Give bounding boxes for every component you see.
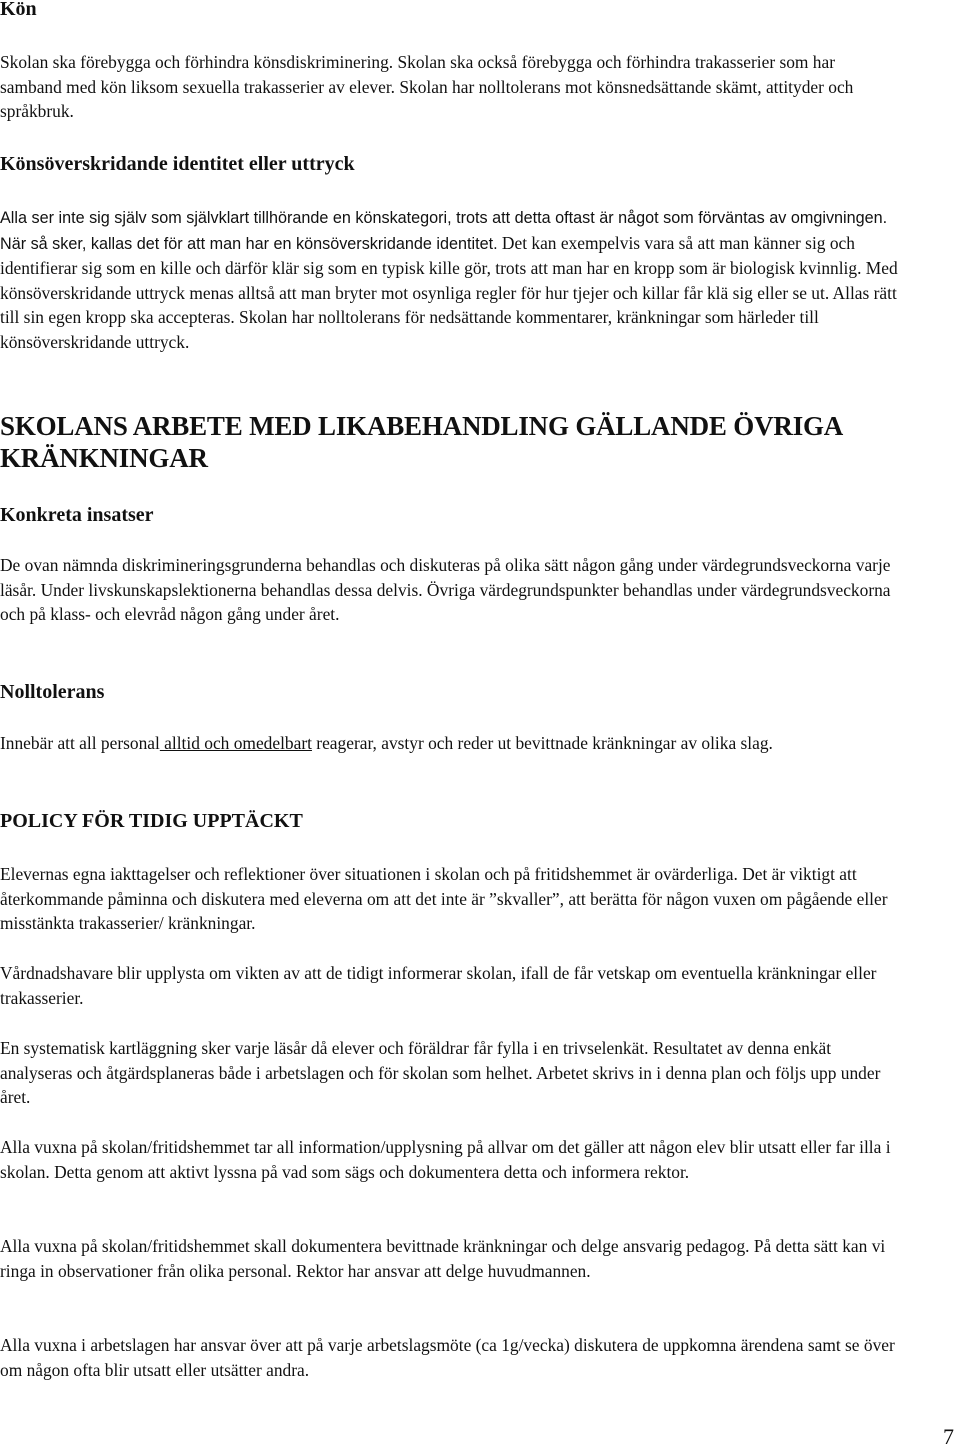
- heading-nolltolerans: Nolltolerans: [0, 681, 105, 703]
- heading-skolans-arbete-line2: KRÄNKNINGAR: [0, 443, 208, 473]
- heading-skolans-arbete-line1: SKOLANS ARBETE MED LIKABEHANDLING GÄLLANDE ÖVRIGA: [0, 411, 844, 441]
- paragraph-policy-3: En systematisk kartläggning sker varje läsår då elever och föräldrar får fylla i en trivselenkät. Resultatet av denna enkät analyseras och åtgärdsplaneras både i arbetslagen och för skolan som helhet. Arbetet skrivs in i denna plan och följs upp under året.: [0, 1038, 881, 1108]
- heading-konsoverskridande: Könsöverskridande identitet eller uttryck: [0, 153, 355, 175]
- paragraph-konkreta-insatser: De ovan nämnda diskrimineringsgrunderna behandlas och diskuteras på olika sätt någon gång under värdegrundsveckorna varje läsår. Under livskunskapslektionerna behandlas dessa delvis. Övriga värdegrundspunkter behandlas under värdegrundsveckorna och på klass- och elevråd någon gång under året.: [0, 555, 891, 625]
- heading-konkreta-insatser: Konkreta insatser: [0, 504, 154, 526]
- paragraph-konsoverskridande-part2: Det kan exempelvis vara så att man känner sig och identifierar sig som en kille och därför klär sig som en typisk kille gör, trots att man har en kropp som är biologisk kvinnlig. Med könsöverskridande uttryck menas alltså att man bryter mot osynliga regler för hur tjejer och killar får klä sig eller se ut. Allas rätt till sin egen kropp ska accepteras. Skolan har nolltolerans för nedsättande kommentarer, kränkningar som härleder till könsöverskridande uttryck.: [0, 232, 898, 352]
- paragraph-policy-4: Alla vuxna på skolan/fritidshemmet tar all information/upplysning på allvar om det gäller att någon elev blir utsatt eller far illa i skolan. Detta genom att aktivt lyssna på vad som sägs och dokumentera detta och informera rektor.: [0, 1137, 891, 1182]
- heading-policy: POLICY FÖR TIDIG UPPTÄCKT: [0, 810, 303, 832]
- heading-kon: Kön: [0, 0, 37, 20]
- paragraph-kon: Skolan ska förebygga och förhindra könsdiskriminering. Skolan ska också förebygga och förhindra trakasserier som har samband med kön liksom sexuella trakasserier av elever. Skolan har nolltolerans mot könsnedsättande skämt, attityder och språkbruk.: [0, 52, 854, 122]
- paragraph-policy-5: Alla vuxna på skolan/fritidshemmet skall dokumentera bevittnade kränkningar och delge ansvarig pedagog. På detta sätt kan vi ringa in observationer från olika personal. Rektor har ansvar att delge huvudmannen.: [0, 1236, 886, 1281]
- paragraph-konsoverskridande: [0, 205, 900, 355]
- paragraph-policy-2: Vårdnadshavare blir upplysta om vikten av att de tidigt informerar skolan, ifall de får vetskap om eventuella kränkningar eller trakasserier.: [0, 963, 877, 1008]
- page-number: 7: [943, 1424, 954, 1449]
- nolltolerans-underlined-text: alltid och omedelbart: [159, 733, 312, 753]
- paragraph-nolltolerans: [0, 731, 900, 756]
- paragraph-konsoverskridande-part1: Alla ser inte sig själv som självklart tillhörande en könskategori, trots att detta oftast är något som förväntas av omgivningen. När så sker, kallas det för att man har en könsöverskridande identitet.: [0, 209, 888, 253]
- nolltolerans-text-before: Innebär att all personal: [0, 733, 160, 753]
- nolltolerans-text-after: reagerar, avstyr och reder ut bevittnade kränkningar av olika slag.: [311, 733, 773, 753]
- paragraph-policy-6: Alla vuxna i arbetslagen har ansvar över att på varje arbetslagsmöte (ca 1g/vecka) diskutera de uppkomna ärendena samt se över om någon ofta blir utsatt eller utsätter andra.: [0, 1335, 895, 1380]
- paragraph-policy-1: Elevernas egna iakttagelser och reflektioner över situationen i skolan och på fritidshemmet är ovärderliga. Det är viktigt att återkommande påminna och diskutera med eleverna om att det inte är ”skvaller”, att berätta för någon vuxen om pågående eller misstänkta trakasserier/ kränkningar.: [0, 864, 888, 934]
